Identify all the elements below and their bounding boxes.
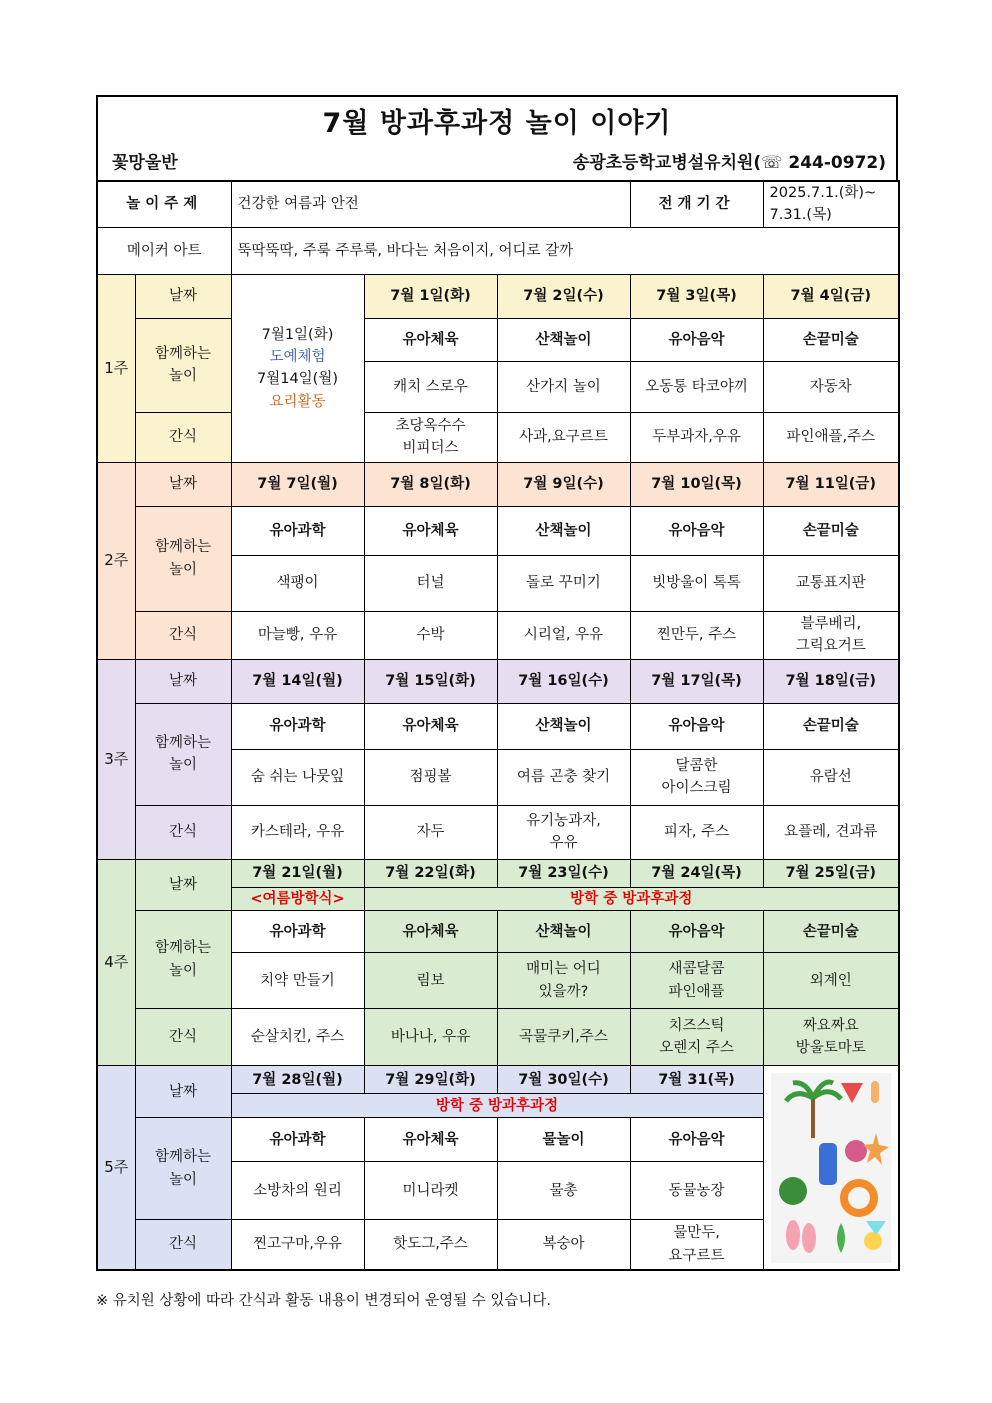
play-label bbox=[135, 318, 231, 412]
special-event: 요리활동 bbox=[269, 393, 326, 410]
play-label bbox=[135, 1118, 231, 1220]
category-cell: 손끝미술 bbox=[763, 703, 899, 749]
date-cell: 7월 8일(화) bbox=[364, 462, 497, 506]
vacation-ceremony-notice: <여름방학식> bbox=[231, 887, 364, 910]
snack-cell: 순살치킨, 주스 bbox=[231, 1009, 364, 1066]
date-cell: 7월 4일(금) bbox=[763, 274, 899, 318]
activity-line: 달콤한 bbox=[675, 757, 718, 774]
snack-cell bbox=[630, 1220, 763, 1270]
snack-line: 치즈스틱 bbox=[668, 1017, 725, 1034]
snack-cell: 자두 bbox=[364, 805, 497, 859]
theme-label: 놀이주제 bbox=[97, 181, 231, 227]
category-cell: 유아음악 bbox=[630, 318, 763, 361]
play-label-line: 함께하는 bbox=[154, 1149, 212, 1166]
activity-cell bbox=[630, 749, 763, 805]
special-date: 7월1일(화) bbox=[261, 326, 334, 343]
snack-cell bbox=[763, 1009, 899, 1066]
week-label: 4주 bbox=[97, 859, 135, 1065]
date-cell: 7월 3일(목) bbox=[630, 274, 763, 318]
snack-line: 오렌지 주스 bbox=[659, 1040, 734, 1057]
school-name: 송광초등학교병설유치원(☏ 244-0972) bbox=[572, 153, 886, 173]
date-cell: 7월 21일(월) bbox=[231, 859, 364, 887]
special-date: 7월14일(월) bbox=[256, 371, 338, 388]
category-cell: 손끝미술 bbox=[763, 318, 899, 361]
date-cell: 7월 23일(수) bbox=[497, 859, 630, 887]
date-cell: 7월 2일(수) bbox=[497, 274, 630, 318]
period-label: 전개기간 bbox=[630, 181, 763, 227]
date-cell: 7월 18일(금) bbox=[763, 659, 899, 703]
snack-line: 물만두, bbox=[673, 1225, 720, 1242]
play-label-line: 놀이 bbox=[168, 368, 197, 385]
snack-cell bbox=[497, 805, 630, 859]
snack-label: 간식 bbox=[135, 805, 231, 859]
snack-cell: 복숭아 bbox=[497, 1220, 630, 1270]
date-cell: 7월 29일(화) bbox=[364, 1066, 497, 1094]
snack-cell: 수박 bbox=[364, 611, 497, 659]
plan-table bbox=[96, 180, 900, 1271]
date-cell: 7월 25일(금) bbox=[763, 859, 899, 887]
footer-note: ※ 유치원 상황에 따라 간식과 활동 내용이 변경되어 운영될 수 있습니다. bbox=[96, 1293, 552, 1309]
watermelon bbox=[779, 1177, 807, 1205]
sunscreen-bottle bbox=[819, 1143, 837, 1185]
date-cell: 7월 17일(목) bbox=[630, 659, 763, 703]
snack-line: 방울토마토 bbox=[795, 1040, 866, 1057]
date-cell: 7월 7일(월) bbox=[231, 462, 364, 506]
snack-label: 간식 bbox=[135, 412, 231, 462]
snack-label: 간식 bbox=[135, 611, 231, 659]
date-cell: 7월 9일(수) bbox=[497, 462, 630, 506]
play-label-line: 놀이 bbox=[168, 962, 197, 979]
activity-cell: 여름 곤충 찾기 bbox=[497, 749, 630, 805]
snack-cell bbox=[364, 412, 497, 462]
snack-line: 그릭요거트 bbox=[795, 638, 866, 655]
date-cell: 7월 24일(목) bbox=[630, 859, 763, 887]
date-cell: 7월 16일(수) bbox=[497, 659, 630, 703]
date-cell: 7월 31(목) bbox=[630, 1066, 763, 1094]
category-cell: 유아체육 bbox=[364, 506, 497, 555]
activity-cell: 숨 쉬는 나뭇잎 bbox=[231, 749, 364, 805]
class-name: 꽃망울반 bbox=[112, 153, 178, 173]
special-event: 도예체험 bbox=[269, 348, 326, 365]
period-value: 2025.7.1.(화)~ 7.31.(목) bbox=[763, 181, 899, 227]
date-label: 날짜 bbox=[135, 274, 231, 318]
activity-cell: 점핑볼 bbox=[364, 749, 497, 805]
category-cell: 유아과학 bbox=[231, 703, 364, 749]
date-label: 날짜 bbox=[135, 659, 231, 703]
snack-cell: 찐고구마,우유 bbox=[231, 1220, 364, 1270]
snack-cell: 파인애플,주스 bbox=[763, 412, 899, 462]
activity-cell: 림보 bbox=[364, 953, 497, 1009]
play-label-line: 놀이 bbox=[168, 1171, 197, 1188]
week-label: 5주 bbox=[97, 1066, 135, 1270]
snack-cell: 시리얼, 우유 bbox=[497, 611, 630, 659]
snack-line: 짜요짜요 bbox=[802, 1017, 859, 1034]
activity-cell: 유람선 bbox=[763, 749, 899, 805]
vacation-program-notice: 방학 중 방과후과정 bbox=[364, 887, 899, 910]
snack-line: 유기농과자, bbox=[526, 812, 601, 829]
snack-line: 요구르트 bbox=[668, 1247, 725, 1264]
play-label-line: 함께하는 bbox=[154, 345, 212, 362]
snack-cell: 요플레, 견과류 bbox=[763, 805, 899, 859]
category-cell: 유아체육 bbox=[364, 318, 497, 361]
category-cell: 손끝미술 bbox=[763, 911, 899, 953]
activity-cell: 산가지 놀이 bbox=[497, 361, 630, 412]
snack-cell: 피자, 주스 bbox=[630, 805, 763, 859]
category-cell: 산책놀이 bbox=[497, 506, 630, 555]
snack-line: 블루베리, bbox=[800, 615, 862, 632]
category-cell: 산책놀이 bbox=[497, 703, 630, 749]
date-cell: 7월 14일(월) bbox=[231, 659, 364, 703]
snack-line: 우유 bbox=[549, 835, 578, 852]
snack-label: 간식 bbox=[135, 1009, 231, 1066]
activity-cell bbox=[497, 953, 630, 1009]
flip-flop bbox=[802, 1223, 816, 1253]
play-label-line: 함께하는 bbox=[154, 539, 212, 556]
activity-cell: 터널 bbox=[364, 555, 497, 611]
play-label bbox=[135, 506, 231, 611]
week-label: 3주 bbox=[97, 659, 135, 859]
special-events bbox=[231, 274, 364, 462]
snack-cell: 카스테라, 우유 bbox=[231, 805, 364, 859]
activity-cell: 색팽이 bbox=[231, 555, 364, 611]
activity-cell bbox=[630, 953, 763, 1009]
activity-cell: 미니라켓 bbox=[364, 1162, 497, 1220]
maker-value: 뚝딱뚝딱, 주룩 주루룩, 바다는 처음이지, 어디로 갈까 bbox=[231, 227, 899, 274]
activity-cell: 치약 만들기 bbox=[231, 953, 364, 1009]
plan-sheet bbox=[96, 95, 898, 1271]
play-label-line: 놀이 bbox=[168, 757, 197, 774]
title-box bbox=[96, 95, 898, 180]
category-cell: 유아음악 bbox=[630, 703, 763, 749]
vacation-program-notice: 방학 중 방과후과정 bbox=[231, 1094, 763, 1118]
activity-cell: 교통표지판 bbox=[763, 555, 899, 611]
activity-cell: 외계인 bbox=[763, 953, 899, 1009]
snack-label: 간식 bbox=[135, 1220, 231, 1270]
activity-cell: 소방차의 원리 bbox=[231, 1162, 364, 1220]
activity-cell: 자동차 bbox=[763, 361, 899, 412]
week-label: 2주 bbox=[97, 462, 135, 659]
category-cell: 유아체육 bbox=[364, 703, 497, 749]
maker-label: 메이커 아트 bbox=[97, 227, 231, 274]
category-cell: 손끝미술 bbox=[763, 506, 899, 555]
activity-cell: 캐치 스로우 bbox=[364, 361, 497, 412]
date-cell: 7월 11일(금) bbox=[763, 462, 899, 506]
category-cell: 유아음악 bbox=[630, 1118, 763, 1162]
category-cell: 산책놀이 bbox=[497, 318, 630, 361]
week-label: 1주 bbox=[97, 274, 135, 462]
snack-line: 초당옥수수 bbox=[395, 417, 466, 434]
dragon-fruit bbox=[845, 1140, 867, 1162]
summer-clipart-icon bbox=[771, 1073, 891, 1263]
activity-cell: 물총 bbox=[497, 1162, 630, 1220]
snack-cell: 두부과자,우유 bbox=[630, 412, 763, 462]
play-label bbox=[135, 703, 231, 805]
category-cell: 물놀이 bbox=[497, 1118, 630, 1162]
ice-pop bbox=[871, 1081, 879, 1103]
snack-cell: 찐만두, 주스 bbox=[630, 611, 763, 659]
activity-line: 아이스크림 bbox=[661, 780, 732, 797]
category-cell: 유아과학 bbox=[231, 506, 364, 555]
category-cell: 유아과학 bbox=[231, 911, 364, 953]
category-cell: 유아음악 bbox=[630, 506, 763, 555]
snack-cell: 핫도그,주스 bbox=[364, 1220, 497, 1270]
play-label-line: 함께하는 bbox=[154, 940, 212, 957]
date-cell: 7월 10일(목) bbox=[630, 462, 763, 506]
activity-cell: 빗방울이 톡톡 bbox=[630, 555, 763, 611]
snack-cell: 바나나, 우유 bbox=[364, 1009, 497, 1066]
activity-cell: 돌로 꾸미기 bbox=[497, 555, 630, 611]
activity-line: 있을까? bbox=[538, 983, 589, 1000]
activity-line: 매미는 어디 bbox=[526, 961, 601, 978]
category-cell: 유아음악 bbox=[630, 911, 763, 953]
snack-line: 비피더스 bbox=[402, 440, 459, 457]
date-cell: 7월 22일(화) bbox=[364, 859, 497, 887]
lemon bbox=[864, 1232, 882, 1250]
summer-decoration bbox=[763, 1066, 899, 1270]
date-label: 날짜 bbox=[135, 859, 231, 910]
category-cell: 유아체육 bbox=[364, 1118, 497, 1162]
date-cell: 7월 15일(화) bbox=[364, 659, 497, 703]
date-cell: 7월 1일(화) bbox=[364, 274, 497, 318]
date-label: 날짜 bbox=[135, 462, 231, 506]
theme-value: 건강한 여름과 안전 bbox=[231, 181, 630, 227]
snack-cell: 곡물쿠키,주스 bbox=[497, 1009, 630, 1066]
date-cell: 7월 28일(월) bbox=[231, 1066, 364, 1094]
category-cell: 유아과학 bbox=[231, 1118, 364, 1162]
date-label: 날짜 bbox=[135, 1066, 231, 1118]
date-cell: 7월 30일(수) bbox=[497, 1066, 630, 1094]
activity-cell: 오동통 타코야끼 bbox=[630, 361, 763, 412]
snack-cell bbox=[763, 611, 899, 659]
snack-cell: 사과,요구르트 bbox=[497, 412, 630, 462]
category-cell: 산책놀이 bbox=[497, 911, 630, 953]
flip-flop bbox=[786, 1220, 800, 1250]
category-cell: 유아체육 bbox=[364, 911, 497, 953]
play-label bbox=[135, 911, 231, 1009]
activity-line: 파인애플 bbox=[668, 983, 725, 1000]
activity-line: 새콤달콤 bbox=[668, 961, 725, 978]
play-label-line: 놀이 bbox=[168, 561, 197, 578]
play-label-line: 함께하는 bbox=[154, 734, 212, 751]
snack-cell: 마늘빵, 우유 bbox=[231, 611, 364, 659]
activity-cell: 동물농장 bbox=[630, 1162, 763, 1220]
snack-cell bbox=[630, 1009, 763, 1066]
page-title: 7월 방과후과정 놀이 이야기 bbox=[322, 108, 672, 139]
